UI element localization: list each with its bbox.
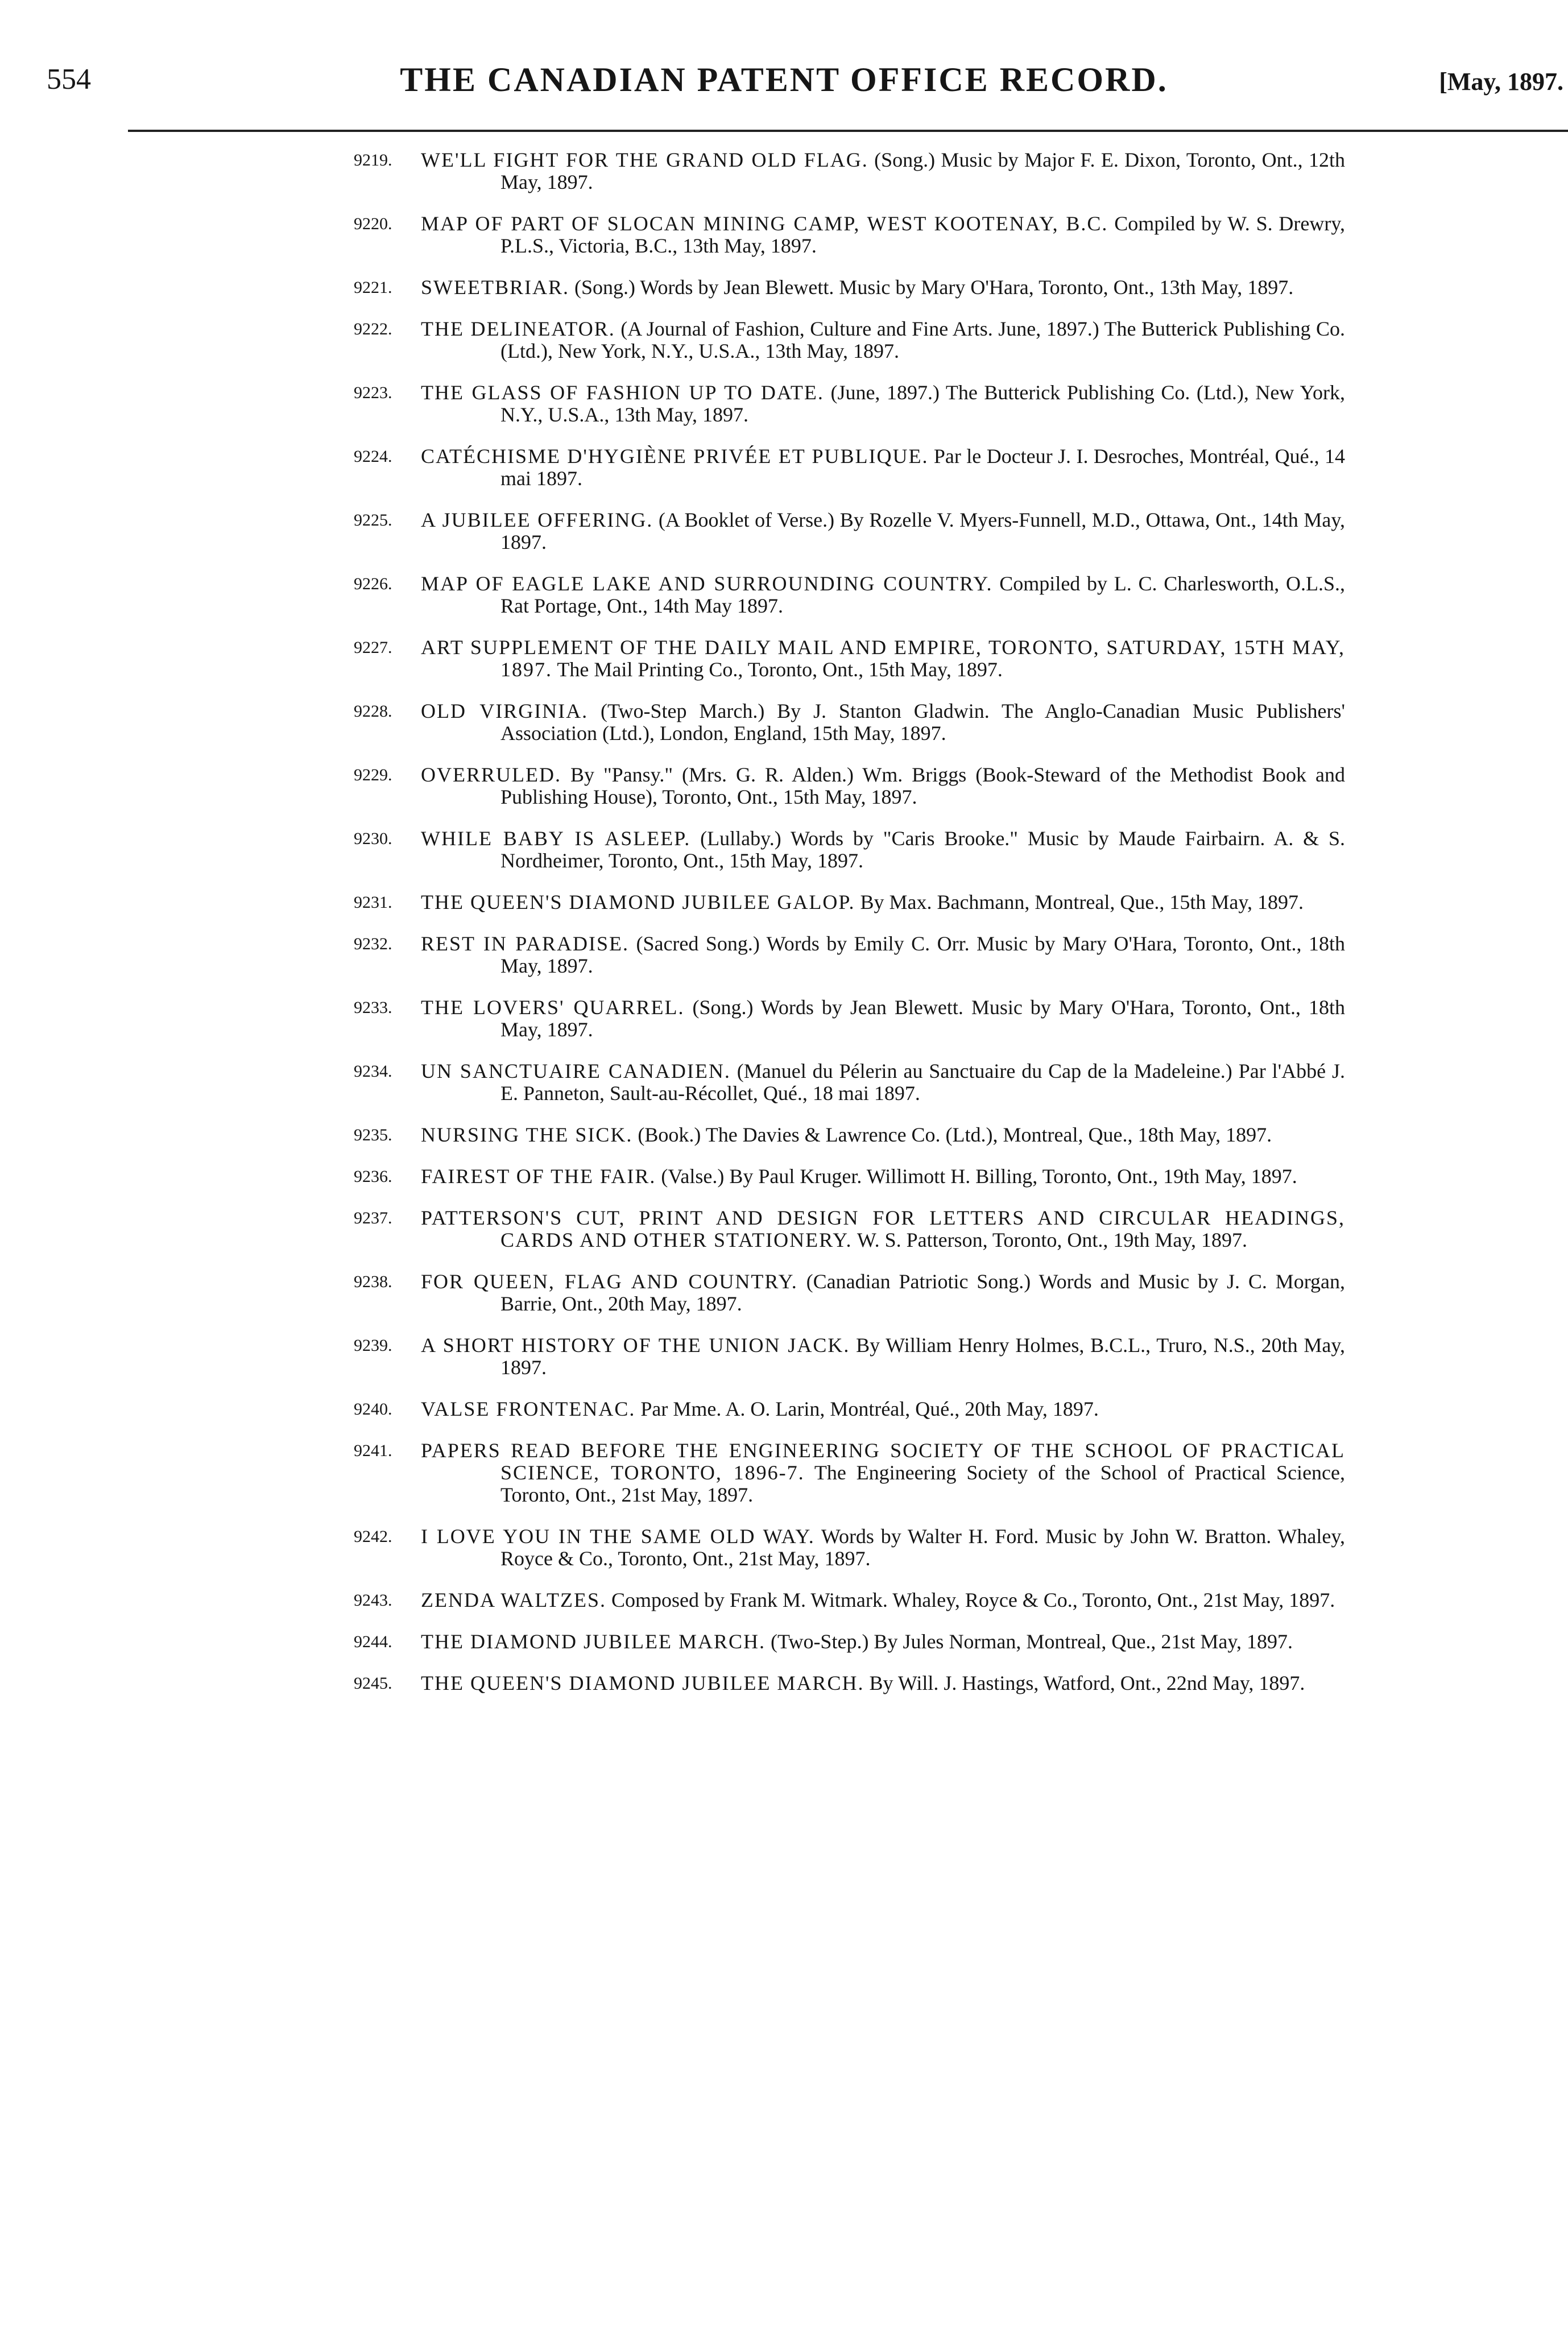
entry-item — [354, 700, 1346, 745]
entry-item — [354, 212, 1345, 257]
entry-title: NURSING THE SICK. — [421, 1123, 633, 1146]
entry-number: 9233. — [354, 998, 392, 1017]
entry-text — [421, 1589, 1345, 1611]
entry-text — [421, 509, 1345, 553]
entry-item — [354, 891, 1345, 913]
entry-item — [354, 445, 1346, 490]
entry-details: Compiled by W. S. Drewry, P.L.S., Victoria, B.C., 13th May, 1897. — [500, 212, 1345, 257]
entry-item — [354, 508, 1345, 553]
entry-number: 9223. — [354, 383, 392, 402]
entry-details: By William Henry Holmes, B.C.L., Truro, N.S., 20th May, 1897. — [500, 1334, 1346, 1379]
entry-title: OVERRULED. — [421, 763, 561, 786]
entry-details: (Song.) Music by Major F. E. Dixon, Toronto, Ont., 12th May, 1897. — [500, 148, 1345, 193]
entry-text — [421, 700, 1345, 745]
entry-details: (A Booklet of Verse.) By Rozelle V. Myers-Funnell, M.D., Ottawa, Ont., 14th May, 1897. — [500, 508, 1345, 553]
entry-title: OLD VIRGINIA. — [421, 700, 589, 722]
entry-item — [354, 636, 1345, 681]
entry-number: 9242. — [354, 1527, 392, 1546]
entry-title: THE DIAMOND JUBILEE MARCH. — [421, 1630, 766, 1653]
entry-details: By "Pansy." (Mrs. G. R. Alden.) Wm. Briggs (Book-Steward of the Methodist Book and Publishing House), Toronto, Ont., 15th May, 1897. — [500, 763, 1345, 808]
entry-item — [354, 1123, 1345, 1146]
entry-title: UN SANCTUAIRE CANADIEN. — [421, 1060, 731, 1082]
entry-text — [421, 1165, 1345, 1188]
entry-details: (Sacred Song.) Words by Emily C. Orr. Music by Mary O'Hara, Toronto, Ont., 18th May, 1897. — [500, 932, 1346, 977]
entry-number: 9222. — [354, 320, 392, 338]
entry-number: 9219. — [354, 151, 392, 169]
entry-text — [421, 149, 1345, 193]
entry-details: (Two-Step.) By Jules Norman, Montreal, Que., 21st May, 1897. — [770, 1630, 1293, 1653]
publication-title: THE CANADIAN PATENT OFFICE RECORD. — [400, 61, 1168, 98]
entry-item — [354, 1206, 1345, 1251]
entry-item — [354, 1397, 1345, 1420]
entry-title: THE QUEEN'S DIAMOND JUBILEE GALOP. — [421, 891, 855, 913]
entry-text — [421, 1060, 1345, 1105]
entry-number: 9245. — [354, 1674, 392, 1693]
entry-title: ART SUPPLEMENT OF THE DAILY MAIL AND EMPIRE, TORONTO, SATURDAY, 15TH MAY, 1897. — [421, 636, 1345, 681]
entry-text — [421, 1398, 1345, 1420]
entry-title: SWEETBRIAR. — [421, 276, 569, 299]
entry-number: 9241. — [354, 1441, 392, 1460]
entry-title: PAPERS READ BEFORE THE ENGINEERING SOCIETY OF THE SCHOOL OF PRACTICAL SCIENCE, TORONTO, 1896-7. — [421, 1439, 1345, 1484]
entry-number: 9230. — [354, 829, 392, 848]
entry-text — [421, 1525, 1345, 1570]
entry-details: (Song.) Words by Jean Blewett. Music by Mary O'Hara, Toronto, Ont., 13th May, 1897. — [574, 276, 1294, 299]
entry-text — [421, 1672, 1345, 1694]
entry-details: (Song.) Words by Jean Blewett. Music by Mary O'Hara, Toronto, Ont., 18th May, 1897. — [500, 996, 1345, 1041]
page-number: 554 — [47, 63, 91, 96]
entry-item — [354, 1270, 1346, 1315]
entry-item — [354, 148, 1345, 193]
entry-details: Compiled by L. C. Charlesworth, O.L.S., Rat Portage, Ont., 14th May 1897. — [500, 572, 1345, 617]
entry-item — [354, 1439, 1345, 1506]
entry-number: 9235. — [354, 1126, 392, 1144]
entry-text — [421, 1207, 1345, 1251]
entry-text — [421, 276, 1345, 299]
entry-details: (Canadian Patriotic Song.) Words and Music by J. C. Morgan, Barrie, Ont., 20th May, 1897. — [500, 1270, 1346, 1315]
entry-title: I LOVE YOU IN THE SAME OLD WAY. — [421, 1525, 815, 1548]
page-header — [0, 57, 1568, 102]
entry-text — [421, 1631, 1345, 1653]
entry-number: 9226. — [354, 574, 392, 593]
entry-text — [421, 933, 1345, 977]
issue-date: [May, 1897. — [1439, 68, 1563, 96]
entry-item — [354, 1165, 1345, 1188]
entry-details: The Mail Printing Co., Toronto, Ont., 15th May, 1897. — [557, 658, 1003, 681]
header-rule — [128, 130, 1568, 132]
entry-number: 9239. — [354, 1336, 392, 1355]
entry-details: W. S. Patterson, Toronto, Ont., 19th May, 1897. — [857, 1229, 1248, 1251]
entry-title: THE DELINEATOR. — [421, 317, 615, 340]
entry-details: Par le Docteur J. I. Desroches, Montréal, Qué., 14 mai 1897. — [500, 445, 1346, 490]
entry-item — [354, 1334, 1346, 1379]
entry-title: THE LOVERS' QUARREL. — [421, 996, 685, 1019]
entry-number: 9220. — [354, 214, 392, 233]
entry-details: Par Mme. A. O. Larin, Montréal, Qué., 20th May, 1897. — [640, 1397, 1099, 1420]
entry-title: CATÉCHISME D'HYGIÈNE PRIVÉE ET PUBLIQUE. — [421, 445, 929, 468]
entry-title: FAIREST OF THE FAIR. — [421, 1165, 656, 1188]
entry-number: 9240. — [354, 1400, 392, 1419]
entry-text — [421, 1440, 1345, 1506]
entry-number: 9237. — [354, 1209, 392, 1227]
entry-item — [354, 317, 1346, 362]
entry-number: 9232. — [354, 935, 392, 953]
entry-text — [421, 636, 1345, 681]
entry-title: FOR QUEEN, FLAG AND COUNTRY. — [421, 1270, 798, 1293]
entry-item — [354, 1672, 1345, 1694]
entry-details: (Book.) The Davies & Lawrence Co. (Ltd.), Montreal, Que., 18th May, 1897. — [638, 1123, 1272, 1146]
entry-title: PATTERSON'S CUT, PRINT AND DESIGN FOR LETTERS AND CIRCULAR HEADINGS, CARDS AND OTHER STATIONERY. — [421, 1206, 1345, 1251]
entry-number: 9244. — [354, 1632, 392, 1651]
entry-text — [421, 213, 1345, 257]
entry-title: THE GLASS OF FASHION UP TO DATE. — [421, 381, 824, 404]
entry-details: (Valse.) By Paul Kruger. Willimott H. Billing, Toronto, Ont., 19th May, 1897. — [661, 1165, 1297, 1188]
entry-number: 9236. — [354, 1167, 392, 1186]
entry-title: A SHORT HISTORY OF THE UNION JACK. — [421, 1334, 850, 1357]
entry-title: WE'LL FIGHT FOR THE GRAND OLD FLAG. — [421, 148, 868, 171]
entry-title: MAP OF EAGLE LAKE AND SURROUNDING COUNTRY. — [421, 572, 993, 595]
entry-item — [354, 827, 1346, 872]
entry-number: 9231. — [354, 893, 392, 912]
entry-details: (June, 1897.) The Butterick Publishing Co. (Ltd.), New York, N.Y., U.S.A., 13th May, 1897. — [500, 381, 1345, 426]
entry-text — [421, 1271, 1345, 1315]
entry-title: REST IN PARADISE. — [421, 932, 629, 955]
entry-number: 9243. — [354, 1591, 392, 1610]
entry-text — [421, 1124, 1345, 1146]
entry-number: 9221. — [354, 278, 392, 297]
entry-item — [354, 1589, 1345, 1611]
entry-text — [421, 445, 1345, 490]
entry-text — [421, 382, 1345, 426]
entry-title: WHILE BABY IS ASLEEP. — [421, 827, 691, 850]
entry-details: Words by Walter H. Ford. Music by John W. Bratton. Whaley, Royce & Co., Toronto, Ont., 21st May, 1897. — [500, 1525, 1345, 1570]
entry-item — [354, 996, 1345, 1041]
entry-item — [354, 381, 1345, 426]
entry-details: (A Journal of Fashion, Culture and Fine Arts. June, 1897.) The Butterick Publishing Co. (Ltd.), New York, N.Y., U.S.A., 13th May, 1897. — [500, 317, 1346, 362]
entry-item — [354, 932, 1346, 977]
entry-title: VALSE FRONTENAC. — [421, 1397, 636, 1420]
entry-title: A JUBILEE OFFERING. — [421, 508, 653, 531]
entry-text — [421, 318, 1345, 362]
entry-number: 9238. — [354, 1272, 392, 1291]
entry-item — [354, 1630, 1345, 1653]
entry-item — [354, 1060, 1346, 1105]
entry-number: 9225. — [354, 511, 392, 530]
entry-item — [354, 276, 1345, 299]
entry-item — [354, 572, 1345, 617]
entry-text — [421, 997, 1345, 1041]
entry-details: (Two-Step March.) By J. Stanton Gladwin. The Anglo-Canadian Music Publishers' Association (Ltd.), London, England, 15th May, 1897. — [500, 700, 1346, 745]
entry-details: Composed by Frank M. Witmark. Whaley, Royce & Co., Toronto, Ont., 21st May, 1897. — [611, 1589, 1335, 1611]
entry-number: 9227. — [354, 638, 392, 657]
entry-details: (Manuel du Pélerin au Sanctuaire du Cap de la Madeleine.) Par l'Abbé J. E. Panneton, Sault-au-Récollet, Qué., 18 mai 1897. — [500, 1060, 1346, 1105]
entry-details: The Engineering Society of the School of Practical Science, Toronto, Ont., 21st May, 1897. — [500, 1461, 1345, 1506]
entry-text — [421, 828, 1345, 872]
entry-details: (Lullaby.) Words by "Caris Brooke." Music by Maude Fairbairn. A. & S. Nordheimer, Toronto, Ont., 15th May, 1897. — [500, 827, 1346, 872]
entry-text — [421, 573, 1345, 617]
entry-number: 9224. — [354, 447, 392, 466]
entry-details: By Will. J. Hastings, Watford, Ont., 22nd May, 1897. — [869, 1672, 1305, 1694]
copyright-entry-list — [354, 148, 1346, 1714]
entry-details: By Max. Bachmann, Montreal, Que., 15th May, 1897. — [860, 891, 1304, 913]
entry-title: ZENDA WALTZES. — [421, 1589, 607, 1611]
entry-item — [354, 763, 1345, 808]
entry-text — [421, 1334, 1345, 1379]
entry-item — [354, 1525, 1345, 1570]
entry-title: MAP OF PART OF SLOCAN MINING CAMP, WEST KOOTENAY, B.C. — [421, 212, 1108, 235]
entry-number: 9234. — [354, 1062, 392, 1081]
entry-title: THE QUEEN'S DIAMOND JUBILEE MARCH. — [421, 1672, 864, 1694]
entry-number: 9228. — [354, 702, 392, 721]
entry-number: 9229. — [354, 766, 392, 784]
entry-text — [421, 764, 1345, 808]
entry-text — [421, 891, 1345, 913]
